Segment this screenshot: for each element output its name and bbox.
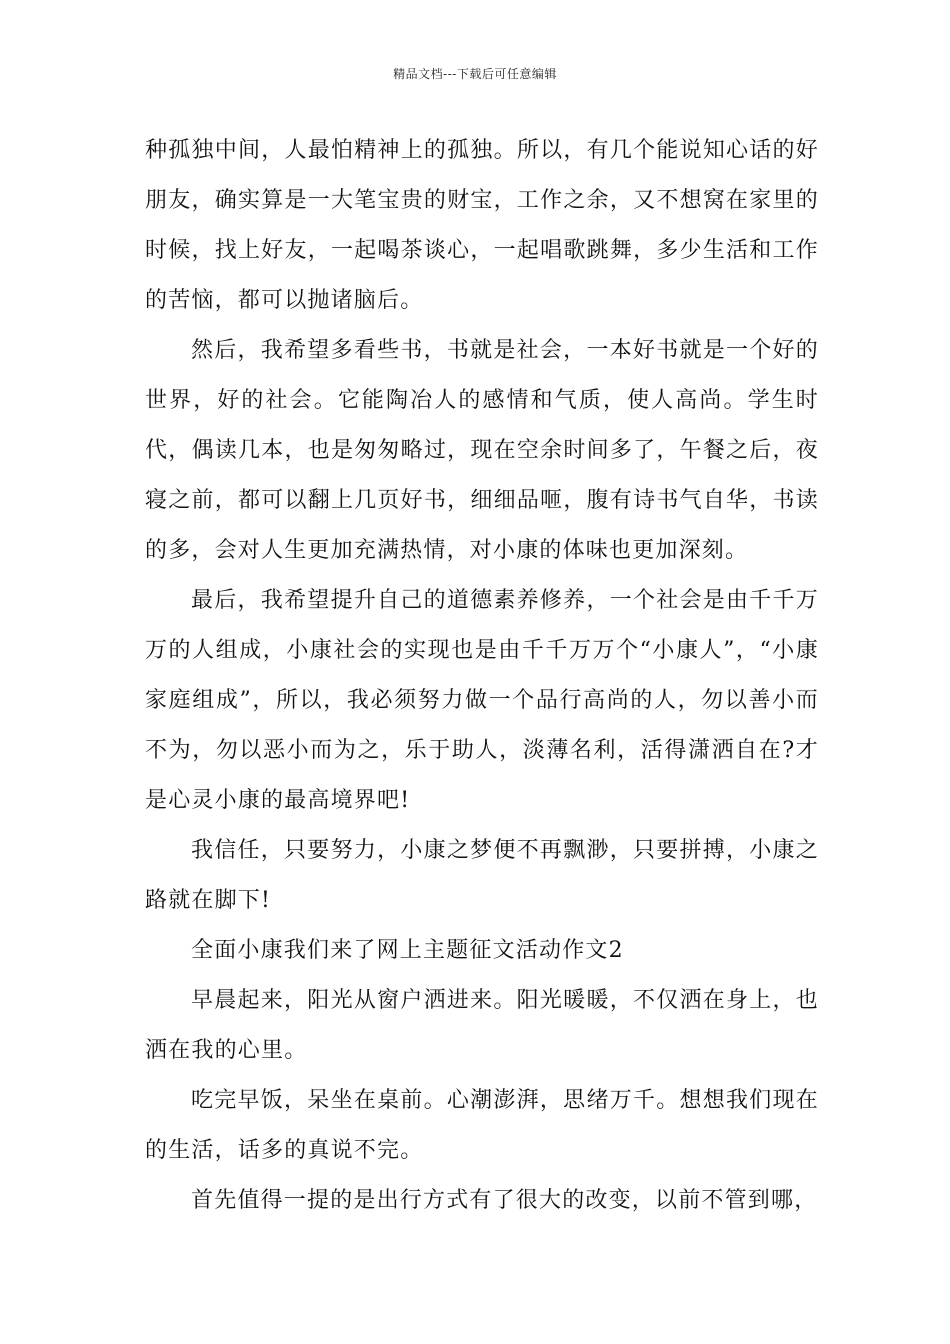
paragraph-belief: 我信任，只要努力，小康之梦便不再飘渺，只要拼搏，小康之路就在脚下! (145, 838, 819, 913)
paragraph-moral-cultivation: 最后，我希望提升自己的道德素养修养，一个社会是由千千万万的人组成，小康社会的实现也是由千千万万个“小康人”，“小康家庭组成”，所以，我必须努力做一个品行高尚的人，勿以善小而不为，勿以恶小而为之，乐于助人，淡薄名利，活得潇洒自在?才是心灵小康的最高境界吧! (145, 588, 819, 813)
paragraph-reading-books: 然后，我希望多看些书，书就是社会，一本好书就是一个好的世界，好的社会。它能陶冶人的感情和气质，使人高尚。学生时代，偶读几本，也是匆匆略过，现在空余时间多了，午餐之后，夜寝之前，都可以翻上几页好书，细细品咂，腹有诗书气自华，书读的多，会对人生更加充满热情，对小康的体味也更加深刻。 (145, 338, 819, 563)
paragraph-after-breakfast: 吃完早饭，呆坐在桌前。心潮澎湃，思绪万千。想想我们现在的生活，话多的真说不完。 (145, 1088, 819, 1163)
essay-title-2: 全面小康我们来了网上主题征文活动作文2 (191, 938, 624, 963)
paragraph-continued: 种孤独中间，人最怕精神上的孤独。所以，有几个能说知心话的好朋友，确实算是一大笔宝贵的财宝，工作之余，又不想窝在家里的时候，找上好友，一起喝茶谈心，一起唱歌跳舞，多少生活和工作的苦恼，都可以抛诸脑后。 (145, 138, 819, 313)
paragraph-morning: 早晨起来，阳光从窗户洒进来。阳光暖暖，不仅洒在身上，也洒在我的心里。 (145, 988, 819, 1063)
paragraph-travel: 首先值得一提的是出行方式有了很大的改变，以前不管到哪， (191, 1188, 818, 1213)
page-header: 精品文档---下载后可任意编辑 (393, 67, 557, 81)
document-body (145, 126, 819, 1226)
